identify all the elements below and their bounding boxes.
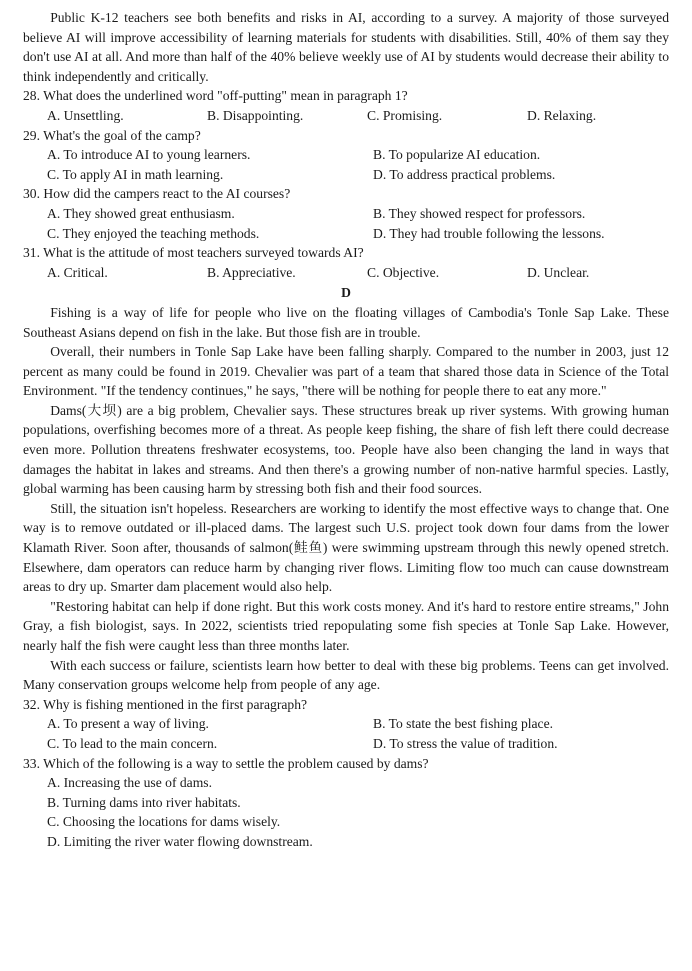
question-30-stem: 30. How did the campers react to the AI courses? bbox=[23, 186, 291, 202]
option-c: C. Objective. bbox=[367, 264, 440, 280]
question-33-options bbox=[23, 773, 669, 851]
option-b: B. To state the best fishing place. bbox=[373, 716, 554, 732]
option-b: B. They showed respect for professors. bbox=[373, 205, 586, 221]
option-d: D. Relaxing. bbox=[527, 107, 597, 123]
passage-d-paragraph-3: Dams(大坝) are a big problem, Chevalier says. These structures break up river systems. With growing human populations, overfishing becomes more of a threat. As people keep fishing, the share of fish left there could decrease even more. Pollution threatens freshwater ecosystems, too. People have also been changing the land in ways that damages the habitat in lakes and streams. And then there's a growing number of non-native harmful species. Lastly, global warming has been causing harm by stressing both fish and their food sources. bbox=[23, 402, 669, 497]
question-32-stem: 32. Why is fishing mentioned in the first paragraph? bbox=[23, 696, 308, 712]
question-28-stem: 28. What does the underlined word "off-putting" mean in paragraph 1? bbox=[23, 88, 408, 104]
option-a: A. To present a way of living. bbox=[47, 716, 209, 732]
passage-d-paragraph-2: Overall, their numbers in Tonle Sap Lake have been falling sharply. Compared to the number in 2003, just 12 percent as many could be found in 2019. Chevalier was part of a team that shared those data in Science of the Total Environment. "If the tendency continues," he says, "there will be nothing for people there to eat any more." bbox=[23, 344, 669, 399]
passage-d-paragraph-4: Still, the situation isn't hopeless. Researchers are working to identify the most effective ways to change that. One way is to remove outdated or ill-placed dams. The largest such U.S. project took down four dams from the lower Klamath River. Soon after, thousands of salmon(鲑鱼) were swimming upstream through this newly opened stretch. Elsewhere, dam operators can reduce harm by changing river flows. Limiting flow too much can cause downstream areas to dry up. Smarter dam placement would also help. bbox=[23, 500, 669, 595]
passage-d-paragraph-6: With each success or failure, scientists learn how better to deal with these big problems. Teens can get involved. Many conservation groups welcome help from people of any age. bbox=[23, 657, 669, 693]
passage-d-paragraph-1: Fishing is a way of life for people who live on the floating villages of Cambodia's Tonle Sap Lake. These Southeast Asians depend on fish in the lake. But those fish are in trouble. bbox=[23, 304, 669, 340]
option-d: D. Unclear. bbox=[527, 264, 590, 280]
option-d: D. They had trouble following the lessons. bbox=[373, 225, 605, 241]
question-30-options bbox=[23, 204, 669, 243]
option-c: C. To lead to the main concern. bbox=[47, 735, 218, 751]
option-d: D. To stress the value of tradition. bbox=[373, 735, 558, 751]
option-a: A. They showed great enthusiasm. bbox=[47, 205, 235, 221]
question-29-options bbox=[23, 145, 669, 184]
question-29-stem: 29. What's the goal of the camp? bbox=[23, 127, 201, 143]
option-a: A. Unsettling. bbox=[47, 107, 124, 123]
option-c: C. Promising. bbox=[367, 107, 443, 123]
option-b: B. Turning dams into river habitats. bbox=[47, 794, 241, 810]
option-a: A. To introduce AI to young learners. bbox=[47, 147, 251, 163]
option-c: C. Choosing the locations for dams wisely. bbox=[47, 814, 281, 830]
option-c: C. They enjoyed the teaching methods. bbox=[47, 225, 260, 241]
option-a: A. Increasing the use of dams. bbox=[47, 775, 212, 791]
question-31-options bbox=[23, 263, 669, 283]
option-c: C. To apply AI in math learning. bbox=[47, 166, 224, 182]
option-b: B. Appreciative. bbox=[207, 264, 296, 280]
passage-d-paragraph-5: "Restoring habitat can help if done right. But this work costs money. And it's hard to restore entire streams," John Gray, a fish biologist, says. In 2022, scientists tried repopulating some fish species at Tonle Sap Lake. However, nearly half the fish were caught less than three months later. bbox=[23, 598, 669, 653]
question-31-stem: 31. What is the attitude of most teachers surveyed towards AI? bbox=[23, 245, 364, 261]
option-b: B. To popularize AI education. bbox=[373, 147, 541, 163]
question-28-options bbox=[23, 106, 669, 126]
option-b: B. Disappointing. bbox=[207, 107, 304, 123]
option-d: D. Limiting the river water flowing downstream. bbox=[47, 833, 313, 849]
option-d: D. To address practical problems. bbox=[373, 166, 556, 182]
intro-paragraph: Public K-12 teachers see both benefits and risks in AI, according to a survey. A majority of those surveyed believe AI will improve accessibility of learning materials for students with disabilities. Still, 40% of them say they don't use AI at all. And more than half of the 40% believe weekly use of AI by students would decrease their ability to think independently and critically. bbox=[23, 10, 669, 84]
section-d-heading: D bbox=[341, 285, 351, 301]
question-32-options bbox=[23, 714, 669, 753]
option-a: A. Critical. bbox=[47, 264, 108, 280]
question-33-stem: 33. Which of the following is a way to settle the problem caused by dams? bbox=[23, 755, 429, 771]
